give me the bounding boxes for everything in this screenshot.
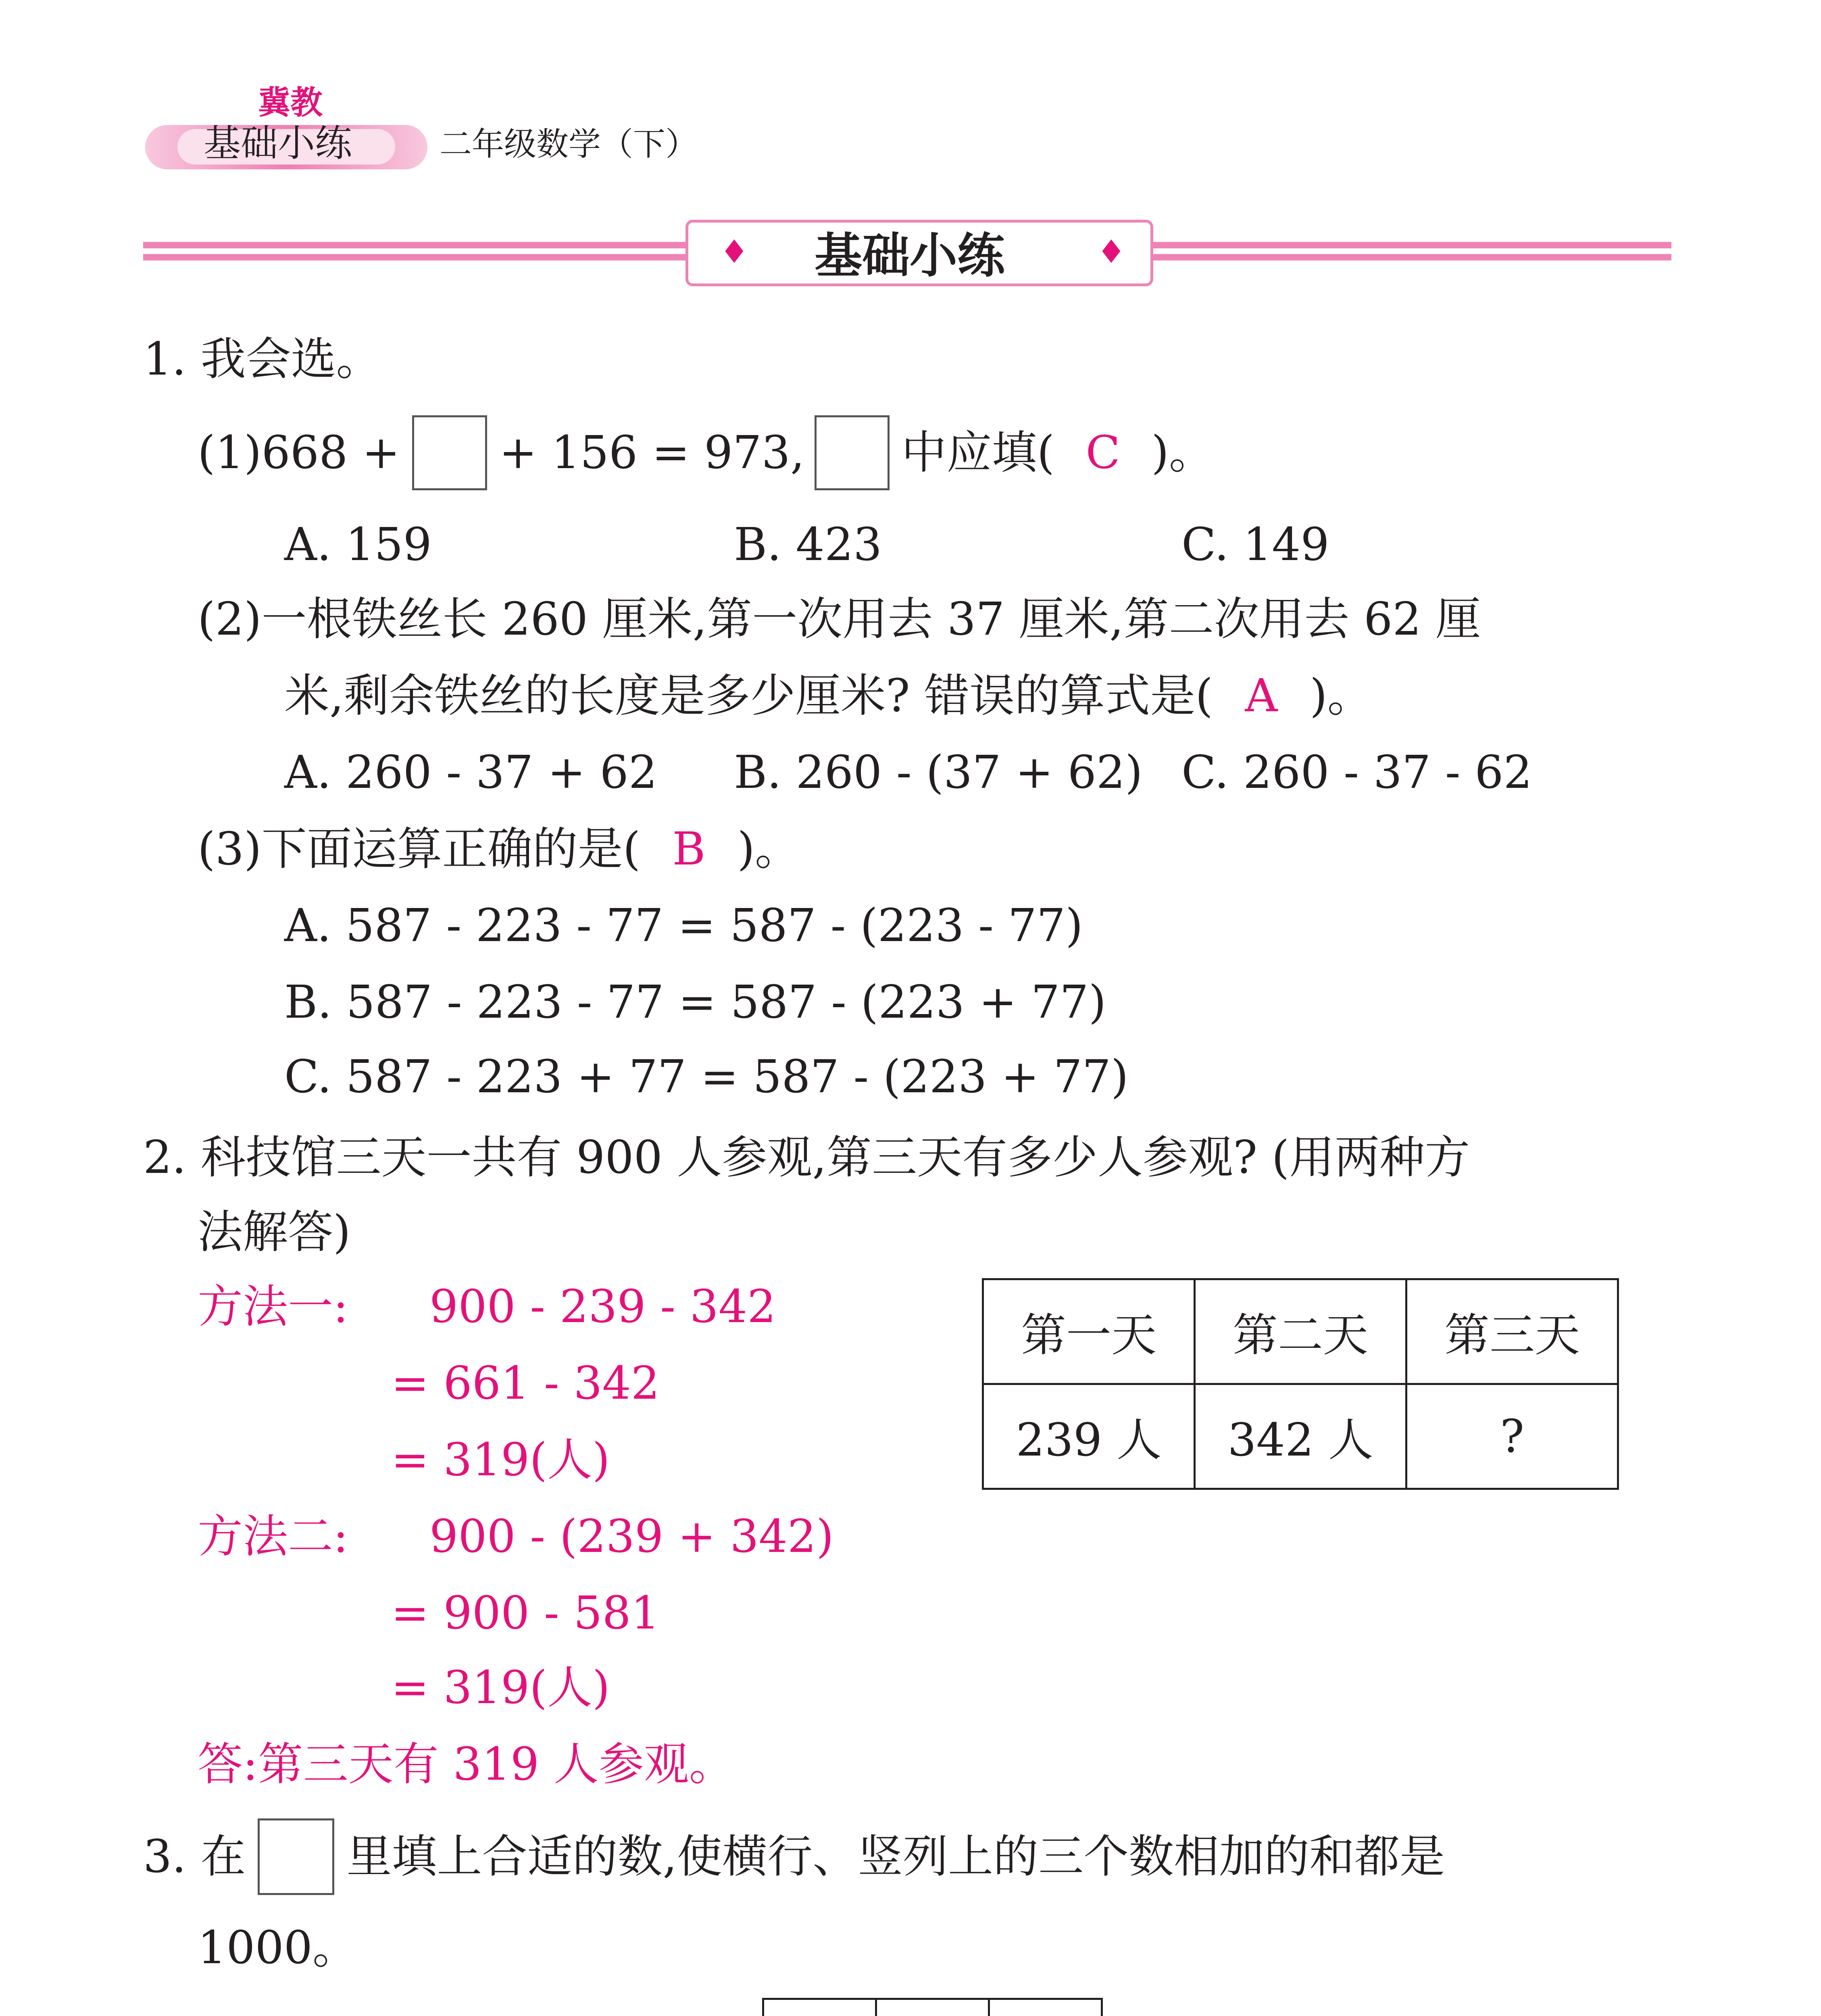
q1-p1-close: )。 (1151, 427, 1214, 479)
table-cell: 239 人 (983, 1384, 1195, 1489)
q1-p3-stem: (3)下面运算正确的是( (198, 823, 641, 875)
answer-box[interactable] (815, 415, 890, 490)
grid-answer-cell (876, 1999, 989, 2016)
diamond-icon: ♦ (1097, 233, 1126, 271)
q1-p2-option-b: B. 260 - (37 + 62) (734, 746, 1143, 799)
q1-p2-close: )。 (1309, 670, 1373, 722)
q1-p1-suffix: 中应填( (901, 427, 1055, 479)
sum-grid (762, 1998, 1103, 2016)
section-title: 基础小练 (815, 228, 1005, 283)
visitors-table (982, 1278, 1619, 1490)
method2-step: = 319(人) (391, 1662, 610, 1714)
answer-box[interactable] (412, 415, 487, 490)
q3-line2: 1000。 (198, 1922, 358, 1974)
method1-label: 方法一: (198, 1281, 348, 1333)
table-row (983, 1384, 1618, 1489)
title-stripe-right-1 (1151, 242, 1671, 248)
q1-p1-prefix: (1)668 + (198, 427, 400, 479)
grid-given-cell (989, 1999, 1102, 2016)
title-stripe-left-2 (143, 254, 688, 260)
q1-p3-row (198, 823, 800, 875)
grid-row (763, 1999, 1102, 2016)
q1-p3-answer: B (672, 823, 706, 875)
q1-p2-line2: 米,剩余铁丝的长度是多少厘米? 错误的算式是( (284, 670, 1213, 722)
answer-box-icon (258, 1818, 334, 1895)
q1-p3-close: )。 (737, 823, 800, 875)
q2-line2: 法解答) (198, 1206, 351, 1258)
table-row (983, 1279, 1618, 1384)
q1-p3-option-c: C. 587 - 223 + 77 = 587 - (223 + 77) (284, 1051, 1129, 1103)
method2-step: = 900 - 581 (391, 1587, 660, 1639)
table-header: 第一天 (983, 1279, 1195, 1384)
table-header: 第三天 (1406, 1279, 1618, 1384)
q1-p3-option-a: A. 587 - 223 - 77 = 587 - (223 - 77) (284, 900, 1083, 952)
series-label: 基础小练 (204, 122, 352, 165)
q3-line1-row (143, 1818, 1445, 1895)
method1-step: = 319(人) (391, 1434, 610, 1486)
q1-p1-row (198, 415, 1214, 490)
q1-p2-answer: A (1245, 670, 1278, 722)
grade-label: 二年级数学（下） (440, 125, 698, 163)
table-cell: ? (1406, 1384, 1618, 1489)
method2-label: 方法二: (198, 1510, 348, 1563)
q1-p1-option-a: A. 159 (284, 519, 432, 571)
diamond-icon: ♦ (720, 233, 749, 271)
q3-prefix: 3. 在 (143, 1831, 246, 1883)
q1-p2-option-a: A. 260 - 37 + 62 (284, 746, 657, 799)
q2-answer: 答:第三天有 319 人参观。 (198, 1738, 734, 1791)
q1-p2-line2-row (284, 670, 1373, 722)
q1-p1-answer: C (1086, 427, 1121, 479)
q2-line1: 2. 科技馆三天一共有 900 人参观,第三天有多少人参观? (用两种方 (143, 1131, 1470, 1184)
q1-p1-mid: + 156 = 973, (499, 427, 805, 479)
method2-step: 900 - (239 + 342) (429, 1510, 834, 1563)
q1-title: 1. 我会选。 (143, 333, 381, 385)
title-stripe-right-2 (1151, 254, 1671, 260)
grid-given-cell (763, 1999, 876, 2016)
table-header: 第二天 (1195, 1279, 1406, 1384)
q1-p3-option-b: B. 587 - 223 - 77 = 587 - (223 + 77) (284, 976, 1106, 1029)
publisher-label: 冀教 (258, 84, 323, 121)
method1-step: = 661 - 342 (391, 1357, 660, 1410)
q1-p1-option-b: B. 423 (734, 519, 882, 571)
q1-p1-option-c: C. 149 (1181, 519, 1329, 571)
q3-line1: 里填上合适的数,使横行、竖列上的三个数相加的和都是 (346, 1831, 1445, 1883)
title-stripe-left-1 (143, 242, 688, 248)
q1-p2-option-c: C. 260 - 37 - 62 (1181, 746, 1532, 799)
method1-step: 900 - 239 - 342 (429, 1281, 776, 1333)
q1-p2-line1: (2)一根铁丝长 260 厘米,第一次用去 37 厘米,第二次用去 62 厘 (198, 593, 1481, 646)
table-cell: 342 人 (1195, 1384, 1406, 1489)
